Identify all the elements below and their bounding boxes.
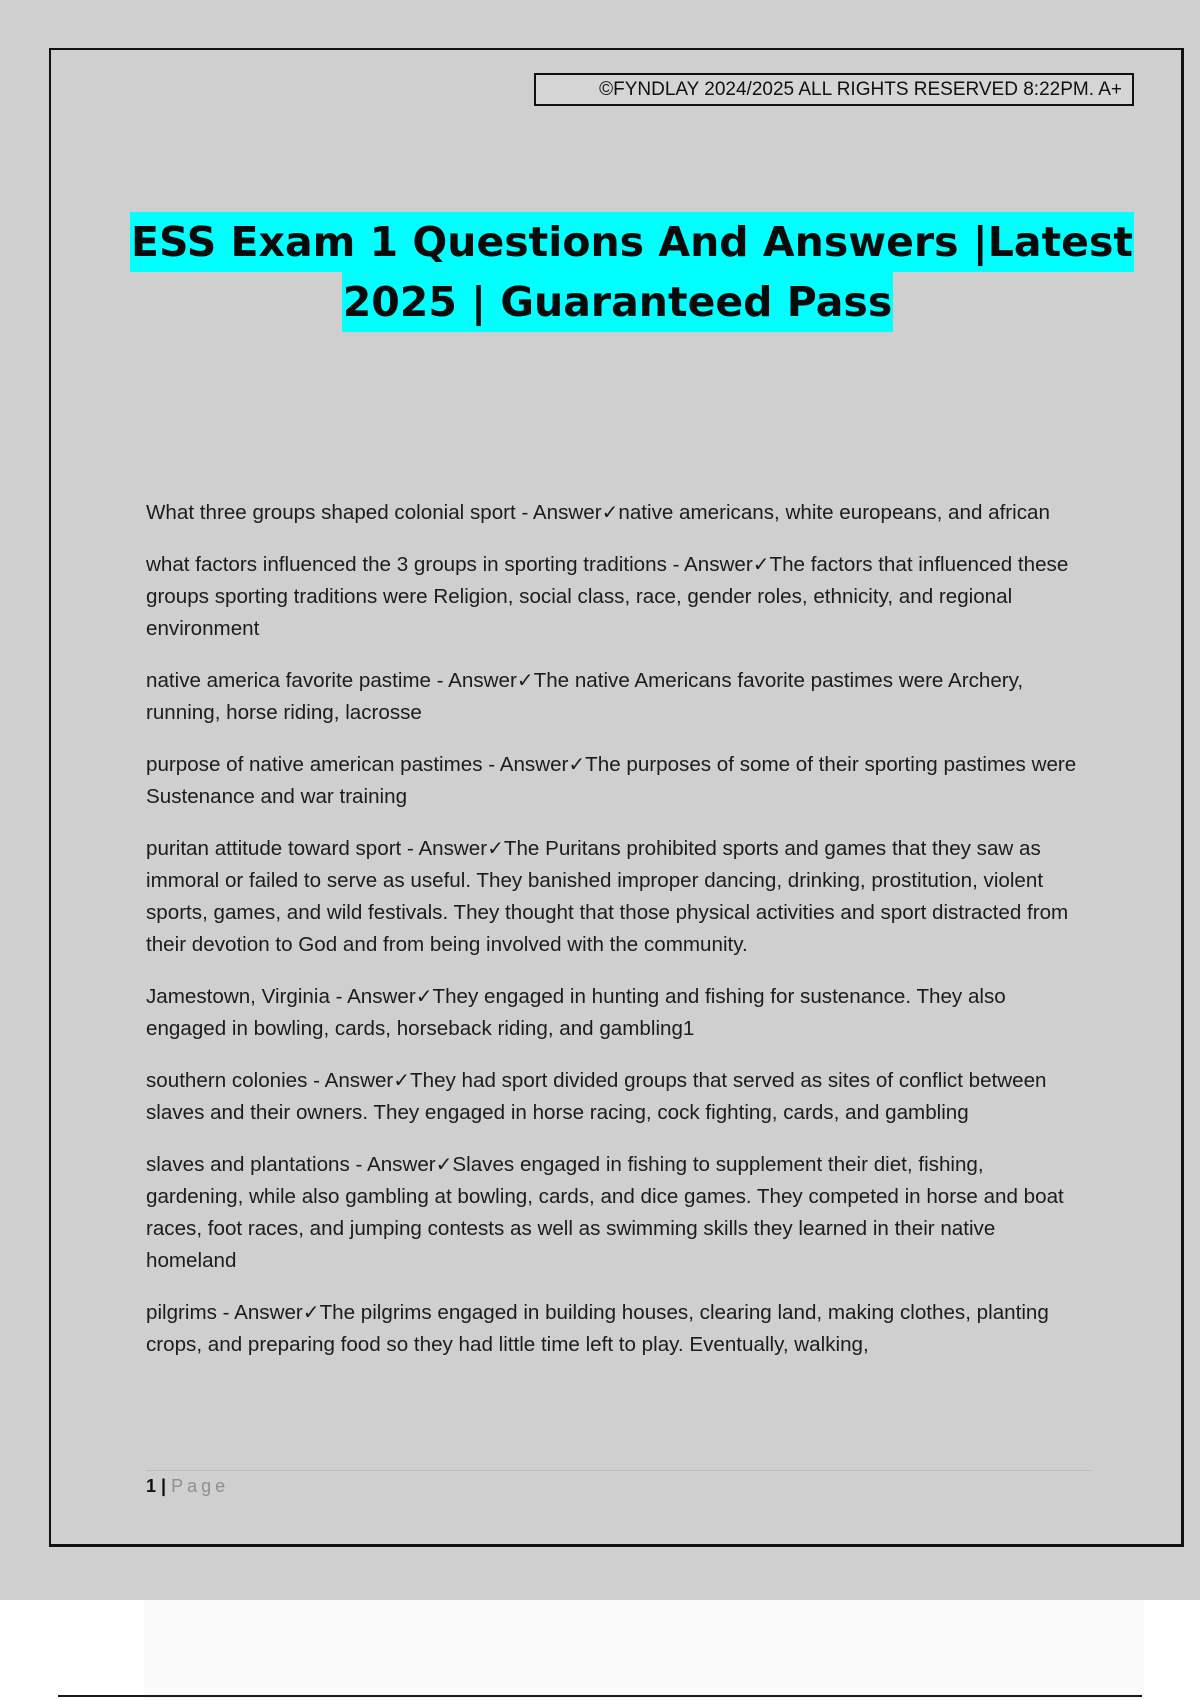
answer-separator: - Answer [515,501,602,524]
answer-text: The pilgrims engaged in building houses, clearing land, making clothes, planting crops, and preparing food so they had little time left to play. Eventually, walking, [146,1301,1049,1356]
answer-text: native americans, white europeans, and african [618,501,1050,524]
title-line-2: 2025 | Guaranteed Pass [342,272,893,332]
checkmark-icon: ✓ [516,668,534,692]
question-text: purpose of native american pastimes [146,753,483,776]
checkmark-icon: ✓ [435,1152,453,1176]
title-line-1: ESS Exam 1 Questions And Answers |Latest [130,212,1134,272]
checkmark-icon: ✓ [487,836,504,860]
answer-text: Slaves engaged in fishing to supplement their diet, fishing, gardening, while also gambling at bowling, cards, and dice games. They competed in horse and boat races, foot races, and jumping contests as well as swimming skills they learned in their native homeland [146,1153,1064,1272]
answer-separator: - Answer [482,753,569,776]
qa-item [146,1064,1086,1129]
qa-item [146,1148,1086,1277]
question-text: What three groups shaped colonial sport [146,501,516,524]
next-page-preview [144,1600,1144,1700]
footer-separator: | [156,1476,172,1496]
qa-item [146,980,1086,1045]
next-page-border [58,1695,1142,1697]
qa-item [146,664,1086,729]
answer-separator: - Answer [307,1069,394,1092]
checkmark-icon: ✓ [568,752,586,776]
checkmark-icon: ✓ [393,1068,411,1092]
answer-text: They engaged in hunting and fishing for sustenance. They also engaged in bowling, cards, horseback riding, and gambling1 [146,985,1006,1040]
qa-item [146,496,1086,529]
page-footer [146,1474,229,1498]
answer-separator: - Answer [401,837,488,860]
qa-item [146,832,1086,961]
checkmark-icon: ✓ [752,552,770,576]
answer-separator: - Answer [329,985,416,1008]
answer-separator: - Answer [216,1301,303,1324]
copyright-header: ©FYNDLAY 2024/2025 ALL RIGHTS RESERVED 8:22PM. A+ [534,73,1134,106]
qa-item [146,1296,1086,1361]
question-text: native america favorite pastime [146,669,432,692]
qa-item [146,548,1086,645]
answer-text: They had sport divided groups that served as sites of conflict between slaves and their owners. They engaged in horse racing, cock fighting, cards, and gambling [146,1069,1047,1124]
question-text: southern colonies [146,1069,308,1092]
question-text: what factors influenced the 3 groups in sporting traditions [146,553,667,576]
page-label: Page [171,1476,230,1496]
question-text: puritan attitude toward sport [146,837,402,860]
answer-separator: - Answer [349,1153,436,1176]
answer-separator: - Answer [666,553,753,576]
checkmark-icon: ✓ [601,500,619,524]
qa-item [146,748,1086,813]
answer-text: The native Americans favorite pastimes were Archery, running, horse riding, lacrosse [146,669,1024,724]
document-title [130,212,1133,332]
answer-text: The Puritans prohibited sports and games that they saw as immoral or failed to serve as useful. They banished improper dancing, drinking, prostitution, violent sports, games, and wild festivals. They thought that those physical activities and sport distracted from their devotion to God and from being involved with the community. [146,837,1069,956]
qa-list [146,496,1086,1380]
checkmark-icon: ✓ [302,1300,320,1324]
checkmark-icon: ✓ [415,984,433,1008]
question-text: slaves and plantations [146,1153,350,1176]
answer-text: The factors that influenced these groups sporting traditions were Religion, social class, race, gender roles, ethnicity, and regional environment [146,553,1069,640]
page-number: 1 [146,1476,157,1496]
question-text: pilgrims [146,1301,217,1324]
question-text: Jamestown, Virginia [146,985,330,1008]
footer-divider [146,1470,1092,1471]
answer-text: The purposes of some of their sporting pastimes were Sustenance and war training [146,753,1077,808]
answer-separator: - Answer [431,669,517,692]
